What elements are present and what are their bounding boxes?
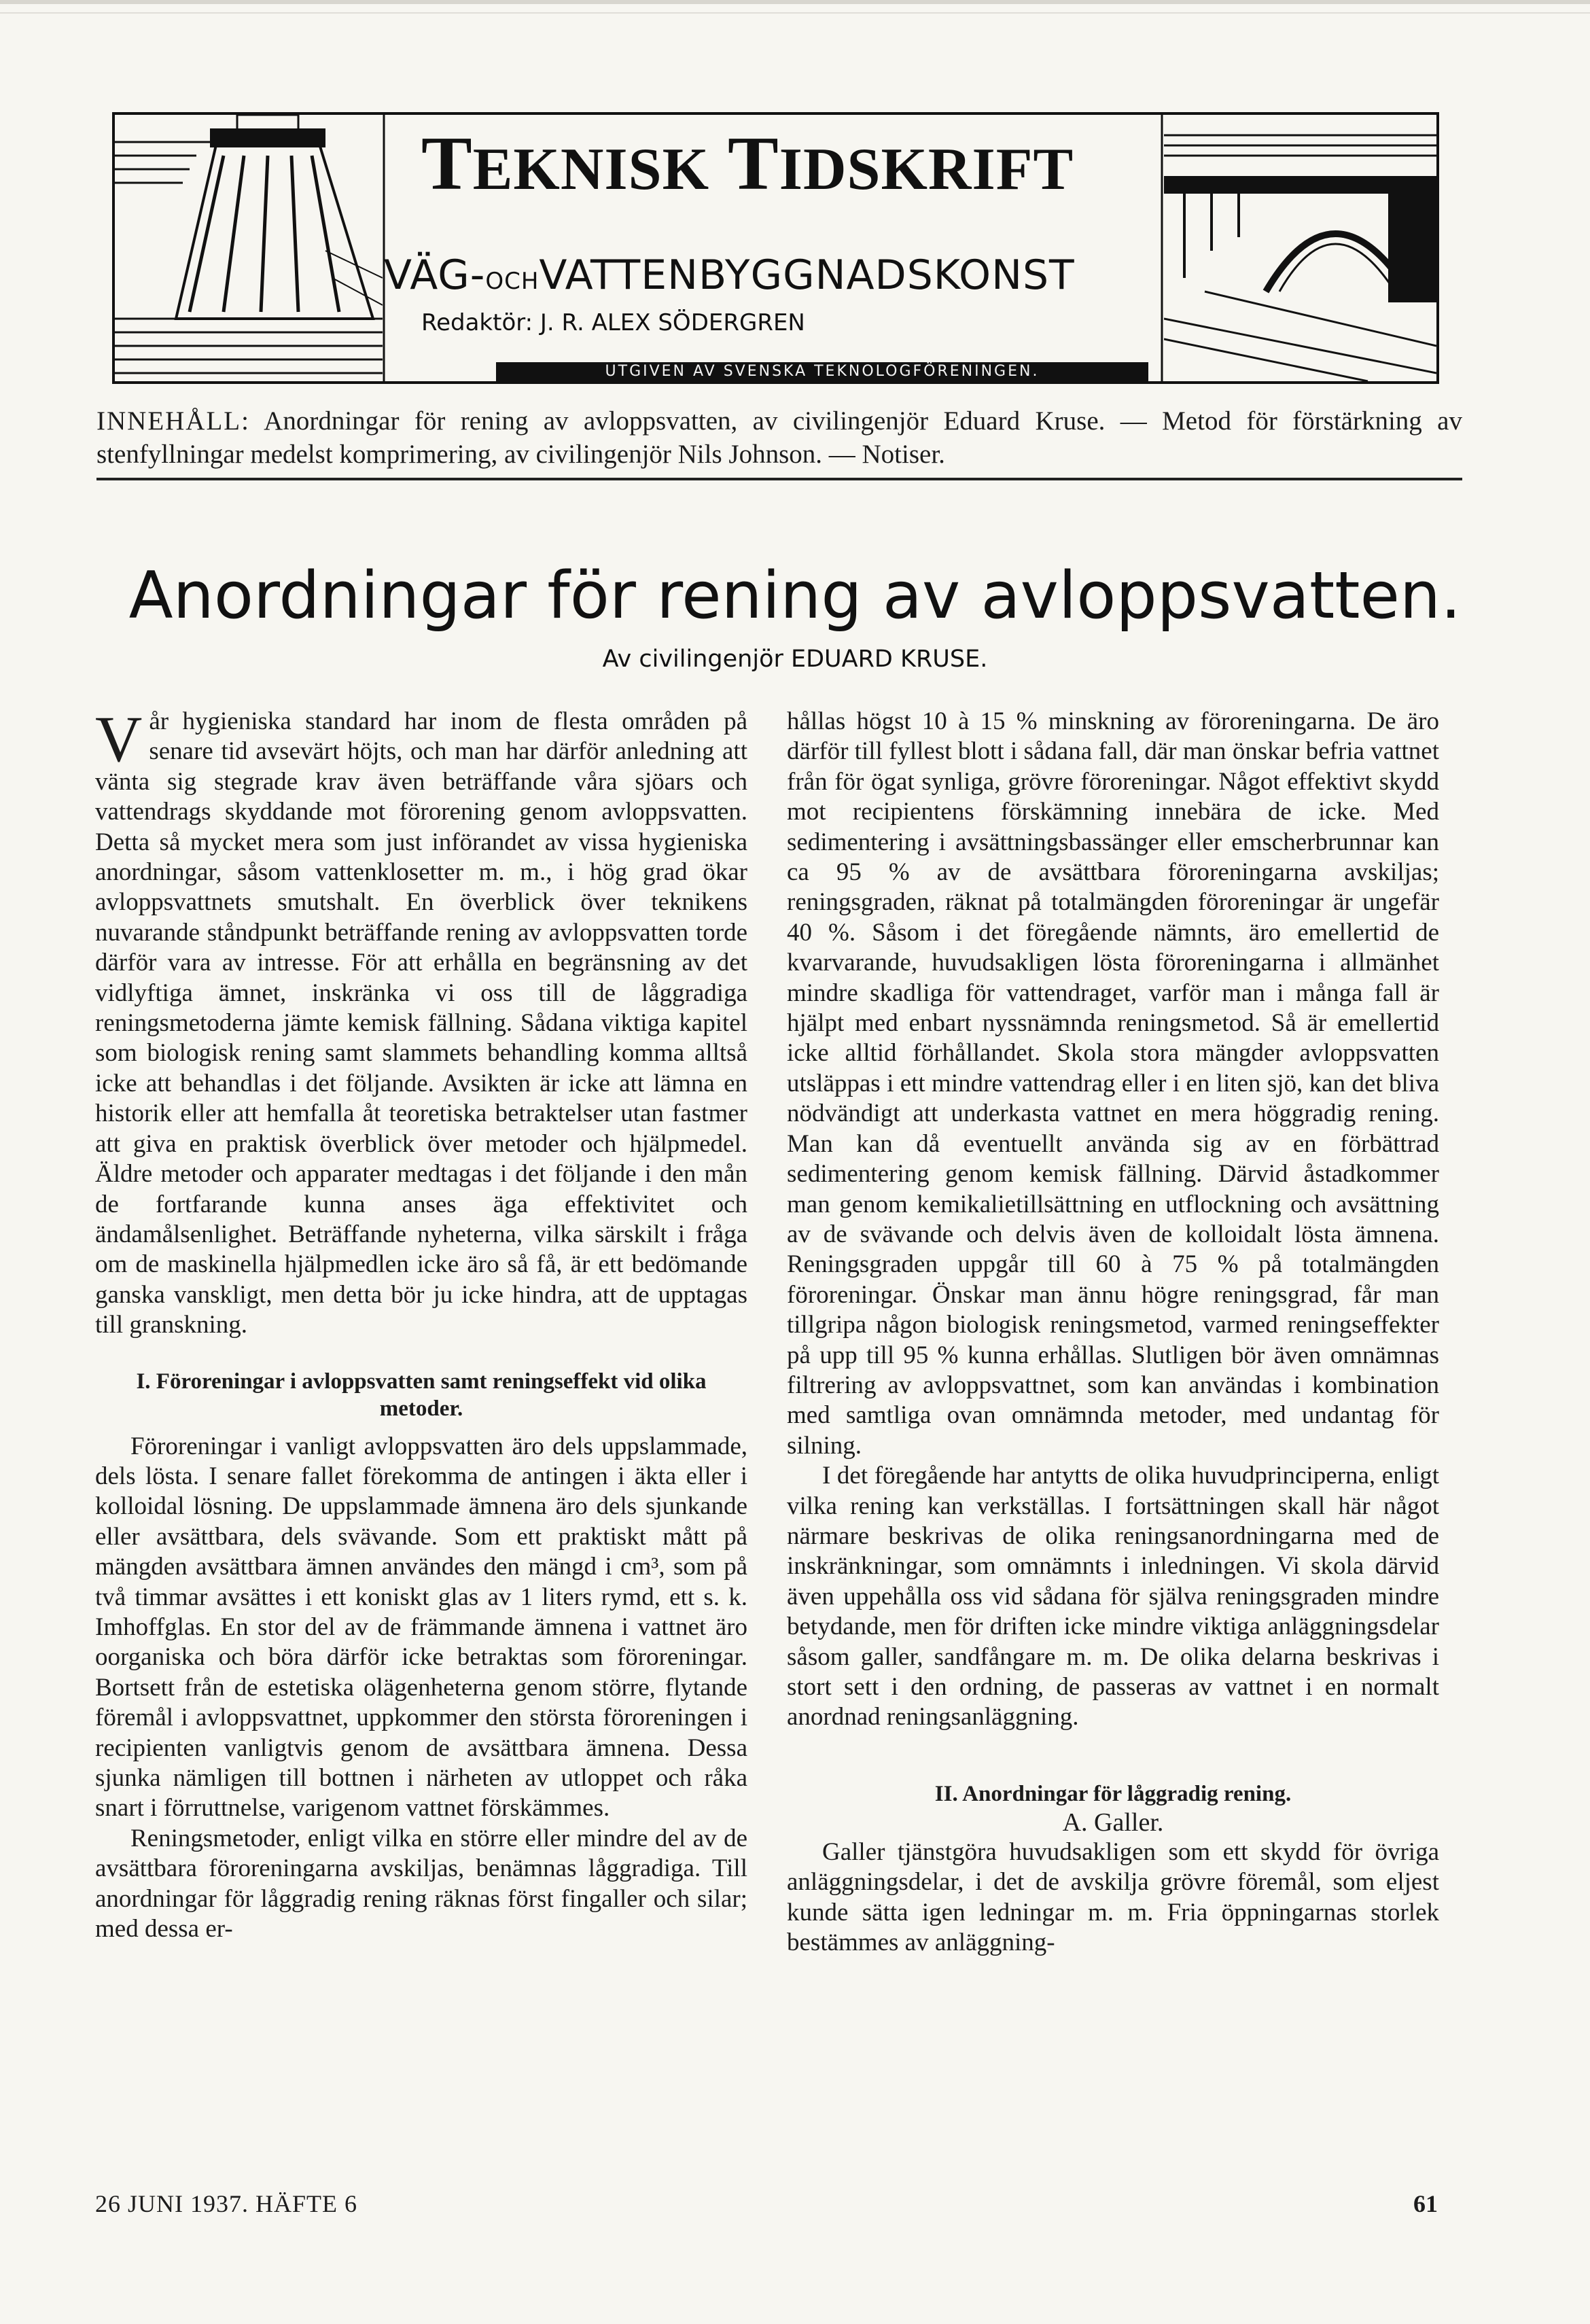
paragraph: Föroreningar i vanligt avloppsvatten äro dels uppslammade, dels lösta. I senare fallet förekomma de antingen i äkta eller i kolloidal lösning. De uppslammade ämnena äro dels sjunkande eller avsättbara, dels svävande. Som ett praktiskt mått på mängden avsättbara ämnen användes den mängd i cm³, som på två timmar avsättes i ett koniskt glas av 1 liters rymd, ett s. k. Imhoffglas. En stor del av de främmande ämnena i vattnet äro oorganiska och böra därför icke betraktas som föroreningar. Bortsett från de estetiska olägenheterna genom större, flytande föremål i avloppsvattnet, uppkommer den största föroreningen i recipienten vanligtvis genom de avsättbara ämnena. Dessa sjunka nämligen till bottnen i närheten av utloppet och råka snart i förruttnelse, varigenom vattnet förskämmes. <box>95 1432 747 1823</box>
contents-label: INNEHÅLL: <box>96 406 250 436</box>
article-title: Anordningar för rening av avloppsvatten. <box>128 559 1462 633</box>
section-heading: I. Föroreningar i avloppsvatten samt reningseffekt vid olika metoder. <box>136 1369 707 1421</box>
journal-subtitle: VÄG-OCHVATTENBYGGNADSKONST <box>384 251 1075 299</box>
page-number: 61 <box>1413 2190 1438 2217</box>
paragraph: hållas högst 10 à 15 % minskning av föroreningarna. De äro därför till fyllest blott i sådana fall, där man önskar befria vattnet från för ögat synliga, grövre föroreningar. Något effektivt skydd mot recipientens förskämning innebära de icke. Med sedimentering i avsättningsbassänger eller emscherbrunnar kan ca 95 % av de avsättbara föroreningarna avskiljas; reningsgraden, räknat på totalmängden föroreningar är ungefär 40 %. Såsom i det föregående nämnts, äro emellertid de kvarvarande, huvudsakligen lösta föroreningarna i allmänhet mindre skadliga för vattendraget, varför man i många fall är hjälpt med enbart nyssnämnda reningsmetod. Så är emellertid icke alltid förhållandet. Skola stora mängder avloppsvatten utsläppas i ett mindre vattendrag eller i en liten sjö, kan det bliva nödvändigt att underkasta vattnet en mera höggradig rening. Man kan då eventuellt använda sig av en förbättrad sedimentering genom kemisk fällning. Därvid åstadkommer man genom kemikalietillsättning en utflockning och avsättning av de svävande och delvis även de kolloidalt lösta ämnena. Reningsgraden uppgår till 60 à 75 % på totalmängden föroreningar. Önskar man ännu högre reningsgrad, får man tillgripa någon biologisk reningsmetod, varmed reningseffekter på upp till 95 % kunna erhållas. Slutligen bör även omnämnas filtrering av avloppsvattnet, som kan användas i kombination med samtliga ovan omnämnda metoder, med undantag för silning. <box>787 707 1439 1460</box>
masthead <box>112 112 1439 384</box>
issue-date: 26 JUNI 1937. HÄFTE 6 <box>95 2190 357 2217</box>
bridge-illustration <box>1164 115 1436 381</box>
paragraph: I det föregående har antytts de olika huvudprinciperna, enligt vilka rening kan verkställas. I fortsättningen skall här något närmare beskrivas de olika reningsanordningarna med de inskränkningar, som omnämnts i inledningen. Vi skola därvid även uppehålla oss vid sådana för själva reningsgraden mindre betydande, men för driften icke mindre viktiga anläggningsdelar såsom galler, sandfångare m. m. De olika delarna beskrivas i stort sett i den ordning, de passeras av vattnet i en normalt anordnad reningsanläggning. <box>787 1462 1439 1731</box>
right-column <box>787 707 1439 1958</box>
divider-rule <box>96 478 1462 480</box>
dam-illustration <box>115 115 383 381</box>
contents-text: Anordningar för rening av avloppsvatten, av civilingenjör Eduard Kruse. — Metod för förstärkning av stenfyllningar medelst komprimering, av civilingenjör Nils Johnson. — Notiser. <box>96 406 1462 469</box>
paragraph: Reningsmetoder, enligt vilka en större eller mindre del av de avsättbara föroreningarna avskiljas, benämnas låggradiga. Till anordningar för låggradig rening räknas först fingaller och silar; med dessa er- <box>95 1824 747 1943</box>
page-edge-line <box>0 12 1590 14</box>
paragraph: Vår hygieniska standard har inom de flesta områden på senare tid avsevärt höjts, och man har därför anledning att vänta sig stegrade krav även beträffande våra sjöars och vattendrags skyddande mot förorening genom avloppsvatten. Detta så mycket mera som just införandet av vissa hygieniska anordningar, såsom vattenklosetter m. m., i hög grad ökar avloppsvattnets smutshalt. En överblick över teknikens nuvarande ståndpunkt beträffande rening av avloppsvatten torde därför vara av intresse. För att erhålla en begränsning av det vidlyftiga ämnet, inskränka vi oss till de låggradiga reningsmetoderna jämte kemisk fällning. Sådana viktiga kapitel som biologisk rening samt slammets behandling komma alltså icke att behandlas i det följande. Avsikten är icke att lämna en historik eller att hemfalla åt teoretiska betraktelser utan fastmer att giva en praktisk överblick över metoder och hjälpmedel. Äldre metoder och apparater medtagas i det följande i den mån de fortfarande kunna anses äga effektivitet och ändamålsenlighet. Beträffande nyheterna, vilka särskilt i fråga om de maskinella hjälpmedlen icke äro så få, är ett bedömande ganska vanskligt, men detta bör ju icke hindra, att de upptagas till granskning. <box>95 703 747 1339</box>
journal-title: TEKNISK TIDSKRIFT <box>421 122 1074 206</box>
table-of-contents <box>96 404 1462 471</box>
page-edge <box>0 0 1590 4</box>
paragraph: Galler tjänstgöra huvudsakligen som ett skydd för övriga anläggningsdelar, i det de avskilja grövre föremål, som eljest kunde sätta igen ledningar m. m. Fria öppningarnas storlek bestämmes av anläggning- <box>787 1837 1439 1957</box>
left-column <box>95 703 747 1944</box>
article-byline: Av civilingenjör EDUARD KRUSE. <box>602 646 988 673</box>
publisher-banner: UTGIVEN AV SVENSKA TEKNOLOGFÖRENINGEN. <box>496 362 1148 381</box>
editor-line: Redaktör: J. R. ALEX SÖDERGREN <box>421 309 805 336</box>
section-heading: II. Anordningar för låggradig rening. <box>934 1781 1292 1806</box>
subsection-heading: A. Galler. <box>1062 1808 1164 1837</box>
